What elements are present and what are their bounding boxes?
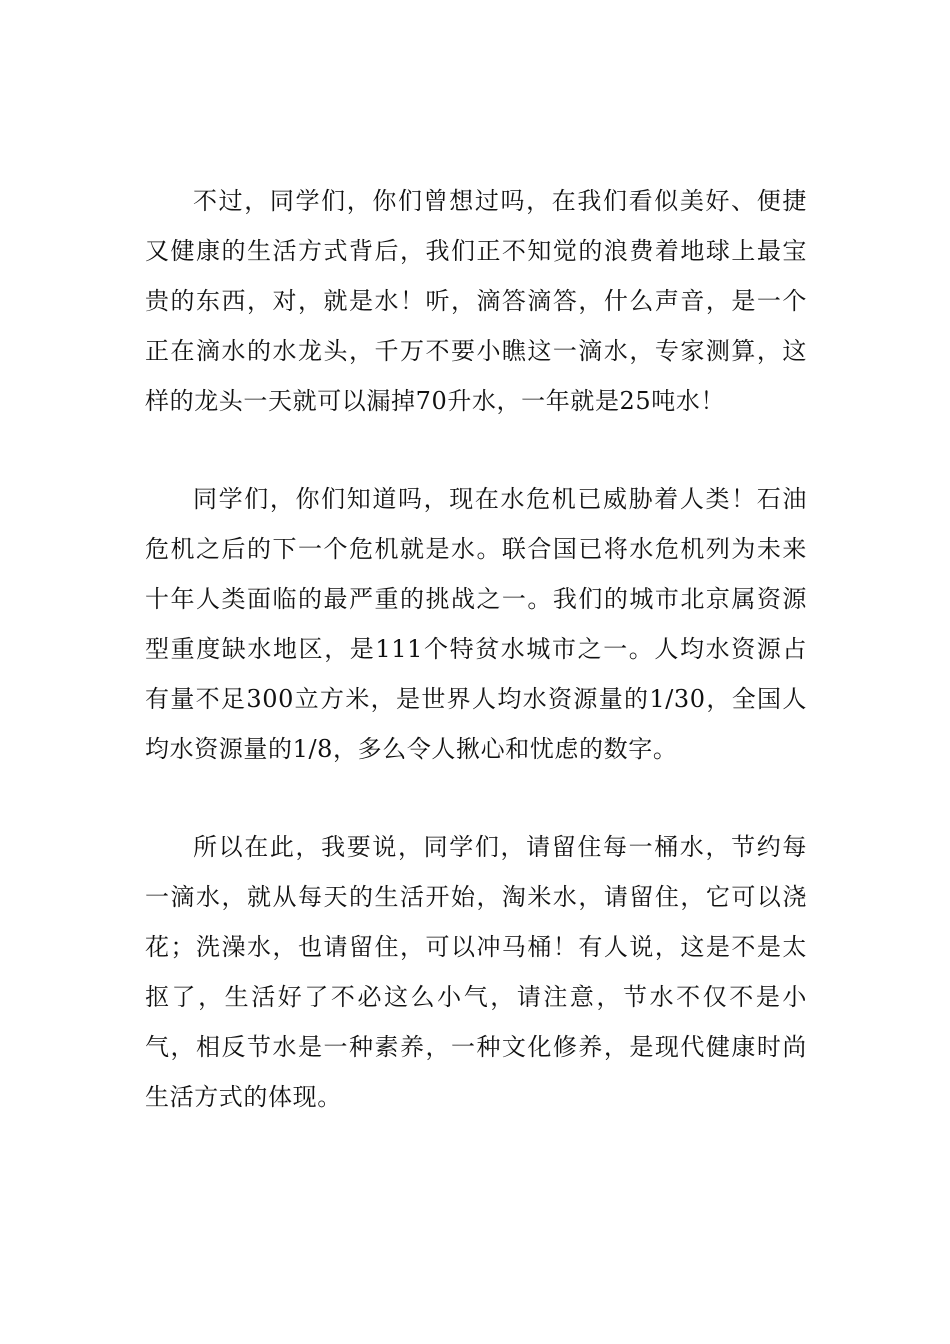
- paragraph-water-crisis: 同学们，你们知道吗，现在水危机已威胁着人类！石油危机之后的下一个危机就是水。联合国已将水危机列为未来十年人类面临的最严重的挑战之一。我们的城市北京属资源型重度缺水地区，是111个特贫水城市之一。人均水资源占有量不足300立方米，是世界人均水资源量的1/30，全国人均水资源量的1/8，多么令人揪心和忧虑的数字。: [145, 485, 807, 763]
- paragraph-water-waste: 不过，同学们，你们曾想过吗，在我们看似美好、便捷又健康的生活方式背后，我们正不知觉的浪费着地球上最宝贵的东西，对，就是水！听，滴答滴答，什么声音，是一个正在滴水的水龙头，千万不要小瞧这一滴水，专家测算，这样的龙头一天就可以漏掉70升水，一年就是25吨水！: [145, 187, 807, 415]
- document-body: [145, 176, 807, 1122]
- paragraph-save-water: 所以在此，我要说，同学们，请留住每一桶水，节约每一滴水，就从每天的生活开始，淘米水，请留住，它可以浇花；洗澡水，也请留住，可以冲马桶！有人说，这是不是太抠了，生活好了不必这么小气，请注意，节水不仅不是小气，相反节水是一种素养，一种文化修养，是现代健康时尚生活方式的体现。: [145, 833, 807, 1111]
